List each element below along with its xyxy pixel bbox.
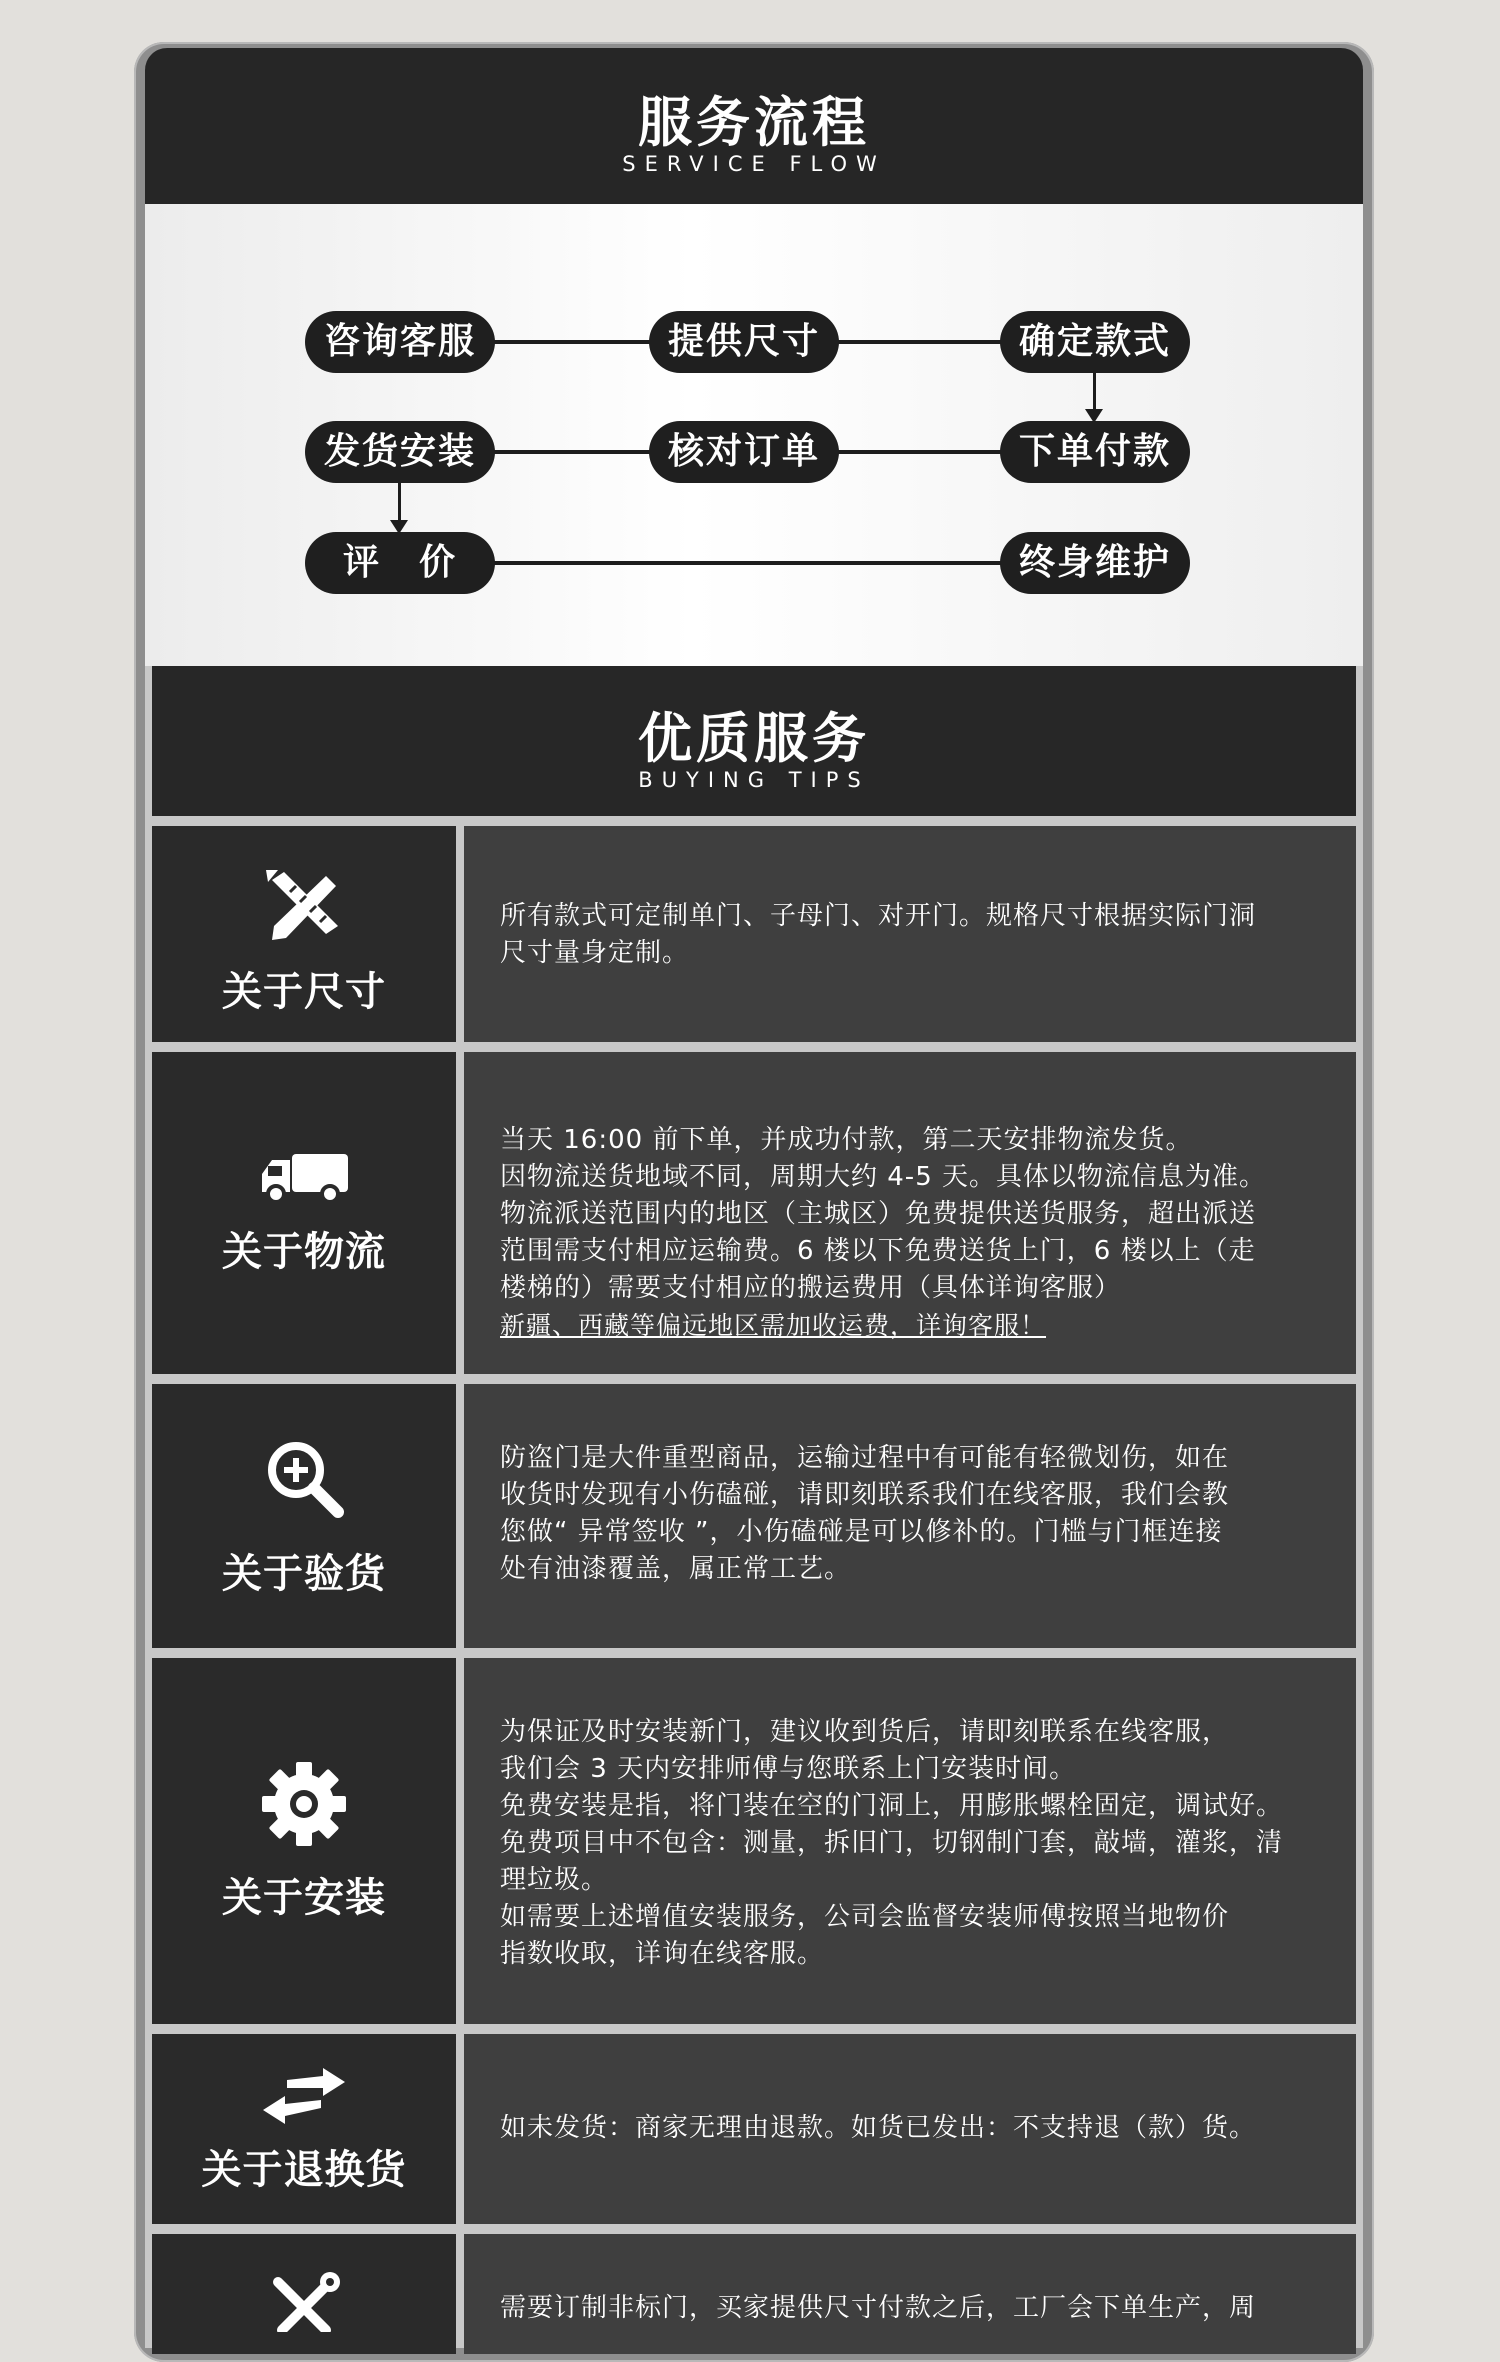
service-item-returns — [152, 2034, 1356, 2224]
content-line: 如需要上述增值安装服务，公司会监督安装师傅按照当地物价 — [500, 1902, 1230, 1932]
content-line: 指数收取，详询在线客服。 — [500, 1939, 825, 1969]
flow-step-consult: 咨询客服 — [305, 311, 495, 373]
service-flow-title: 服务流程 — [638, 91, 870, 154]
content-line: 楼梯的）需要支付相应的搬运费用（具体详询客服） — [500, 1273, 1122, 1303]
content-line: 物流派送范围内的地区（主城区）免费提供送货服务，超出派送 — [500, 1199, 1257, 1229]
service-item-label: 关于验货 — [222, 1551, 386, 1597]
flow-step-review: 评 价 — [305, 532, 495, 594]
content-line: 您做“ 异常签收 ”，小伤磕碰是可以修补的。门槛与门框连接 — [500, 1517, 1223, 1547]
service-flow-diagram — [145, 204, 1363, 666]
content-line: 因物流送货地域不同，周期大约 4-5 天。具体以物流信息为准。 — [500, 1162, 1266, 1192]
content-line: 免费安装是指，将门装在空的门洞上，用膨胀螺栓固定，调试好。 — [500, 1791, 1284, 1821]
service-item-content — [464, 1384, 1356, 1648]
service-item-logistics — [152, 1052, 1356, 1374]
gear-icon — [260, 1760, 348, 1848]
service-item-content — [464, 826, 1356, 1042]
flow-step-check-order: 核对订单 — [649, 421, 839, 483]
content-line: 所有款式可定制单门、子母门、对开门。规格尺寸根据实际门洞 — [500, 901, 1257, 931]
service-item-content — [464, 2234, 1356, 2354]
flow-step-confirm-style: 确定款式 — [1000, 311, 1190, 373]
content-line: 尺寸量身定制。 — [500, 938, 690, 968]
remote-area-shipping-note: 新疆、西藏等偏远地区需加收运费，详询客服！ — [500, 1311, 1047, 1340]
quality-service-header — [152, 666, 1356, 816]
content-line: 处有油漆覆盖，属正常工艺。 — [500, 1554, 852, 1584]
tools-icon — [268, 2272, 340, 2332]
flow-step-lifetime-maintenance: 终身维护 — [1000, 532, 1190, 594]
exchange-arrows-icon — [261, 2068, 347, 2124]
flow-step-provide-size: 提供尺寸 — [649, 311, 839, 373]
flow-step-place-order: 下单付款 — [1000, 421, 1190, 483]
content-line: 为保证及时安装新门，建议收到货后，请即刻联系在线客服， — [500, 1717, 1230, 1747]
service-flow-header — [145, 48, 1363, 204]
service-item-label: 关于安装 — [222, 1875, 386, 1921]
service-flow-subtitle: SERVICE FLOW — [622, 152, 886, 176]
service-item-label-cell — [152, 1052, 456, 1374]
service-item-content — [464, 1052, 1356, 1374]
flow-arrow-shaft — [398, 482, 401, 524]
truck-icon — [258, 1152, 350, 1204]
content-line: 收货时发现有小伤磕碰，请即刻联系我们在线客服，我们会教 — [500, 1480, 1230, 1510]
service-item-content — [464, 1658, 1356, 2024]
service-item-installation — [152, 1658, 1356, 2024]
flow-step-ship-install: 发货安装 — [305, 421, 495, 483]
service-item-label-cell — [152, 2034, 456, 2224]
flow-connector — [485, 561, 1025, 565]
service-item-custom — [152, 2234, 1356, 2354]
magnifier-plus-icon — [262, 1436, 346, 1520]
content-line: 范围需支付相应运输费。6 楼以下免费送货上门，6 楼以上（走 — [500, 1236, 1256, 1266]
quality-service-subtitle: BUYING TIPS — [638, 768, 870, 792]
service-item-inspection — [152, 1384, 1356, 1648]
service-item-label: 关于尺寸 — [222, 969, 386, 1015]
pencil-ruler-icon — [264, 868, 344, 944]
service-item-label-cell — [152, 1384, 456, 1648]
content-line: 理垃圾。 — [500, 1865, 609, 1895]
content-line: 防盗门是大件重型商品，运输过程中有可能有轻微划伤，如在 — [500, 1443, 1230, 1473]
service-item-label-cell — [152, 2234, 456, 2354]
service-item-label: 关于退换货 — [201, 2147, 407, 2193]
service-item-label-cell — [152, 826, 456, 1042]
content-line: 我们会 3 天内安排师傅与您联系上门安装时间。 — [500, 1754, 1077, 1784]
service-item-label: 关于物流 — [222, 1229, 386, 1275]
service-item-content — [464, 2034, 1356, 2224]
content-line: 免费项目中不包含：测量，拆旧门，切钢制门套，敲墙，灌浆，清 — [500, 1828, 1284, 1858]
service-item-size — [152, 826, 1356, 1042]
flow-arrow-shaft — [1093, 372, 1096, 414]
content-line: 当天 16:00 前下单，并成功付款，第二天安排物流发货。 — [500, 1125, 1193, 1155]
quality-service-title: 优质服务 — [638, 707, 870, 770]
content-line: 需要订制非标门，买家提供尺寸付款之后，工厂会下单生产，周 — [500, 2293, 1257, 2323]
content-line: 如未发货：商家无理由退款。如货已发出：不支持退（款）货。 — [500, 2113, 1257, 2143]
service-item-label-cell — [152, 1658, 456, 2024]
